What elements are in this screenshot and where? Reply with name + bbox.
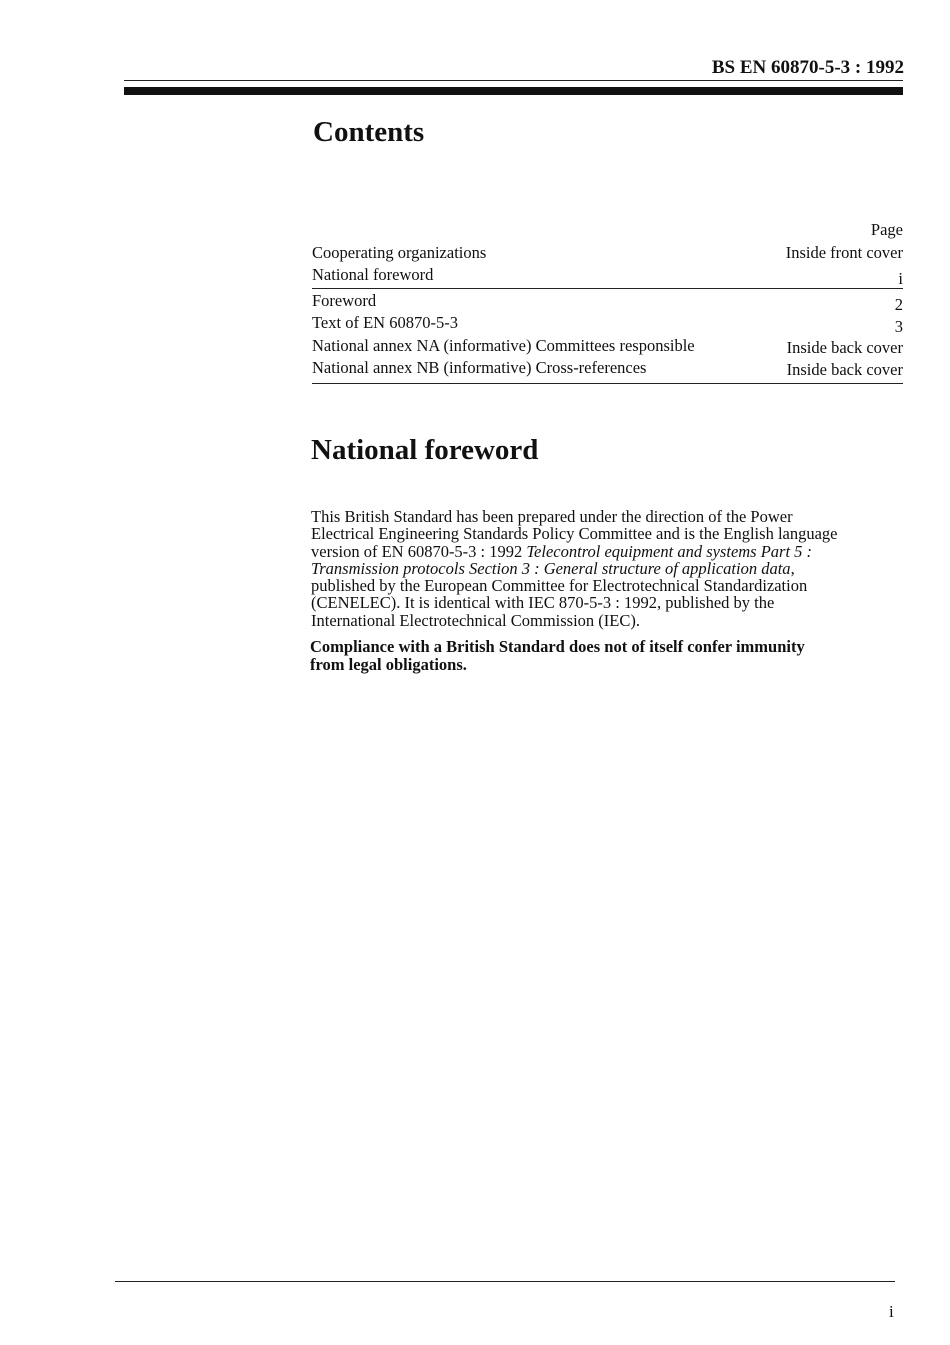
toc-entry: [312, 312, 903, 335]
toc-entry: [312, 357, 903, 380]
toc-entry-page: i: [898, 269, 903, 288]
toc-entry-title: Cooperating organizations: [312, 242, 487, 262]
toc-entry-title: Foreword: [312, 290, 377, 310]
notice-line: from legal obligations.: [310, 654, 467, 674]
toc-divider: [312, 288, 903, 289]
footer-rule: [115, 1281, 895, 1282]
paragraph-text: ,: [790, 558, 795, 578]
paragraph-text: version of EN 60870-5-3 : 1992: [311, 541, 527, 561]
toc-header-row: [312, 219, 903, 242]
paragraph-line: International Electrotechnical Commission (IEC).: [311, 610, 640, 630]
toc-entry-title: National annex NA (informative) Committees responsible: [312, 335, 695, 355]
page-column-label: Page: [870, 220, 903, 239]
paragraph-line: This British Standard has been prepared under the direction of the Power: [311, 507, 793, 526]
header-thin-rule: [124, 80, 903, 81]
notice-line: Compliance with a British Standard does not of itself confer immunity: [310, 637, 805, 656]
toc-entry-page: Inside back cover: [786, 337, 903, 357]
toc-bottom-rule: [312, 383, 903, 384]
header-thick-rule: [124, 87, 903, 95]
paragraph-line: [311, 543, 911, 560]
toc-entry-page: Inside front cover: [785, 242, 903, 262]
paragraph-line: published by the European Committee for Electrotechnical Standardization: [311, 576, 808, 596]
standard-title-italic: Telecontrol equipment and systems Part 5 :: [526, 541, 813, 561]
toc-entry-page: Inside back cover: [786, 360, 903, 379]
toc-entry-title: National foreword: [312, 265, 434, 284]
paragraph-line: [311, 560, 911, 577]
toc-entry: [312, 242, 903, 265]
toc-entry: [312, 335, 903, 358]
page-number: i: [889, 1302, 894, 1321]
toc-entry-page: 2: [894, 294, 903, 314]
contents-heading: Contents: [313, 116, 425, 148]
national-foreword-paragraph: [311, 508, 911, 629]
paragraph-line: (CENELEC). It is identical with IEC 870-5-3 : 1992, published by the: [311, 593, 775, 613]
table-of-contents: [312, 219, 903, 385]
toc-entry: [312, 264, 903, 287]
toc-entry: [312, 290, 903, 313]
toc-entry-title: Text of EN 60870-5-3: [312, 313, 458, 332]
toc-entry-page: 3: [894, 317, 903, 336]
standard-title-italic: Transmission protocols Section 3 : General structure of application data: [311, 558, 791, 578]
national-foreword-heading: National foreword: [311, 434, 539, 466]
paragraph-line: Electrical Engineering Standards Policy Committee and is the English language: [311, 524, 838, 544]
toc-entry-title: National annex NB (informative) Cross-references: [312, 358, 647, 377]
standard-id-header: BS EN 60870-5-3 : 1992: [711, 57, 904, 78]
compliance-notice: [310, 638, 805, 673]
